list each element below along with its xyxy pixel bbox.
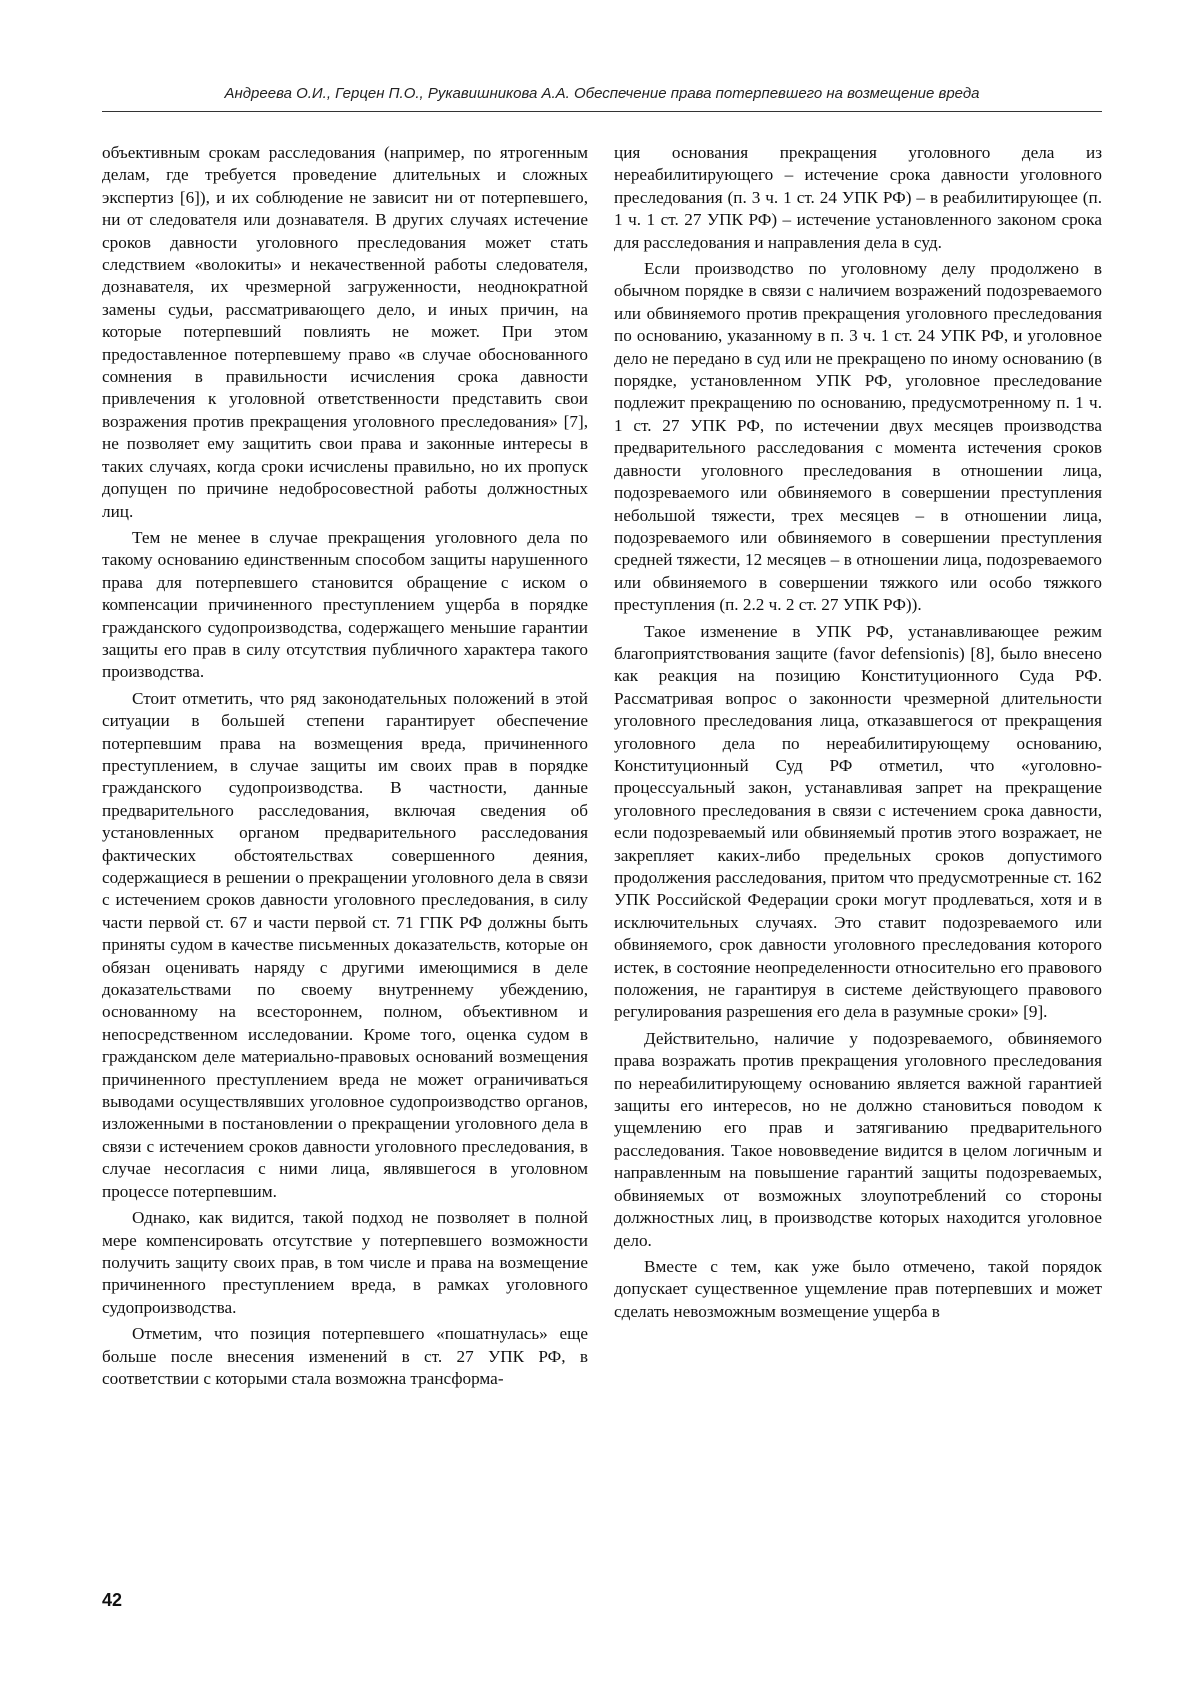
paragraph: Такое изменение в УПК РФ, устанавливающее режим благоприятствования защите (favor defensionis) [8], было внесено как реакция на позицию Конституционного Суда РФ. Рассматривая вопрос о законности чрезмерной длительности уголовного преследования лица, отказавшегося от прекращения уголовного дела по нереабилитирующему основанию, Конституционный Суд РФ отметил, что «уголовно-процессуальный закон, устанавливая запрет на прекращение уголовного преследования в связи с истечением срока давности, если подозреваемый или обвиняемый против этого возражает, не закрепляет каких-либо предельных сроков допустимого продолжения расследования, притом что предусмотренные ст. 162 УПК Российской Федерации сроки могут продлеваться, хотя и в исключительных случаях. Это ставит подозреваемого или обвиняемого, срок давности уголовного преследования которого истек, в состояние неопределенности относительно его правового положения, не гарантируя в системе действующего правового регулирования разрешения его дела в разумные сроки» [9]. xyxy=(614,621,1102,1022)
paragraph: объективным срокам расследования (например, по ятрогенным делам, где требуется проведение длительных и сложных экспертиз [6]), и их соблюдение не зависит ни от потерпевшего, ни от следователя или дознавателя. В других случаях истечение сроков давности уголовного преследования может стать следствием «волокиты» и некачественной работы следователя, дознавателя, их чрезмерной загруженности, неоднократной замены судьи, рассматривающего дело, и иных причин, на которые потерпевший повлиять не может. При этом предоставленное потерпевшему право «в случае обоснованного сомнения в правильности исчисления срока давности привлечения к уголовной ответственности представить свои возражения против прекращения уголовного преследования» [7], не позволяет ему защитить свои права и законные интересы в таких случаях, когда сроки исчислены правильно, но их пропуск допущен по причине недобросовестной работы должностных лиц. xyxy=(102,143,588,521)
paragraph: Вместе с тем, как уже было отмечено, такой порядок допускает существенное ущемление прав потерпевших и может сделать невозможным возмещение ущерба в xyxy=(614,1256,1102,1321)
paragraph: Действительно, наличие у подозреваемого, обвиняемого права возражать против прекращения уголовного преследования по нереабилитирующему основанию является важной гарантией защиты его интересов, но не должно становиться поводом к ущемлению его прав и затягиванию предварительного расследования. Такое нововведение видится в целом логичным и направленным на повышение гарантий защиты подозреваемых, обвиняемых от возможных злоупотреблений со стороны должностных лиц, в производстве которых находится уголовное дело. xyxy=(614,1028,1102,1250)
paragraph: Тем не менее в случае прекращения уголовного дела по такому основанию единственным способом защиты нарушенного права для потерпевшего становится обращение с иском о компенсации причиненного преступлением ущерба в порядке гражданского судопроизводства, содержащего меньшие гарантии защиты его прав в силу отсутствия публичного характера такого производства. xyxy=(102,527,588,682)
left-column xyxy=(102,142,588,1532)
page-number: 42 xyxy=(102,1590,123,1610)
paragraph: Стоит отметить, что ряд законодательных положений в этой ситуации в большей степени гарантирует обеспечение потерпевшим права на возмещения вреда, причиненного преступлением, в случае защиты им своих прав в порядке гражданского судопроизводства. В частности, данные предварительного расследования, включая сведения об установленных органом предварительного расследования фактических обстоятельствах совершенного деяния, содержащиеся в решении о прекращении уголовного дела в связи с истечением сроков давности уголовного преследования, в силу части первой ст. 67 и части первой ст. 71 ГПК РФ должны быть приняты судом в качестве письменных доказательств, которые он обязан оценивать наряду с другими имеющимися в деле доказательствами по своему внутреннему убеждению, основанному на всестороннем, полном, объективном и непосредственном исследовании. Кроме того, оценка судом в гражданском деле материально-правовых оснований возмещения причиненного преступлением вреда не может ограничиваться выводами осуществлявших уголовное судопроизводство органов, изложенными в постановлении о прекращении уголовного дела в связи с истечением сроков давности уголовного преследования, в случае несогласия с ними лица, являвшегося в уголовном процессе потерпевшим. xyxy=(102,688,588,1201)
paragraph: Однако, как видится, такой подход не позволяет в полной мере компенсировать отсутствие у потерпевшего возможности получить защиту своих прав, в том числе и права на возмещение причиненного преступлением вреда, в рамках уголовного судопроизводства. xyxy=(102,1208,588,1317)
right-column xyxy=(614,142,1102,1532)
running-header: Андреева О.И., Герцен П.О., Рукавишникова А.А. Обеспечение права потерпевшего на возмещение вреда xyxy=(224,85,980,102)
paragraph: Если производство по уголовному делу продолжено в обычном порядке в связи с наличием возражений подозреваемого или обвиняемого против прекращения уголовного преследования по основанию, указанному в п. 3 ч. 1 ст. 24 УПК РФ, и уголовное дело не передано в суд или не прекращено по иному основанию (в порядке, установленном УПК РФ, уголовное преследование подлежит прекращению по основанию, предусмотренному п. 1 ч. 1 ст. 27 УПК РФ, по истечении двух месяцев производства предварительного расследования с момента истечения сроков давности уголовного преследования в отношении лица, подозреваемого или обвиняемого в совершении преступления небольшой тяжести, трех месяцев – в отношении лица, подозреваемого или обвиняемого в совершении преступления средней тяжести, 12 месяцев – в отношении лица, подозреваемого или обвиняемого в совершении тяжкого или особо тяжкого преступления (п. 2.2 ч. 2 ст. 27 УПК РФ)). xyxy=(614,259,1102,615)
paragraph: Отметим, что позиция потерпевшего «пошатнулась» еще больше после внесения изменений в ст. 27 УПК РФ, в соответствии с которыми стала возможна трансформа- xyxy=(102,1324,588,1388)
header-divider xyxy=(102,111,1102,112)
paragraph: ция основания прекращения уголовного дела из нереабилитирующего – истечение срока давности уголовного преследования (п. 3 ч. 1 ст. 24 УПК РФ) – в реабилитирующее (п. 1 ч. 1 ст. 27 УПК РФ) – истечение установленного законом срока для расследования и направления дела в суд. xyxy=(614,143,1102,252)
